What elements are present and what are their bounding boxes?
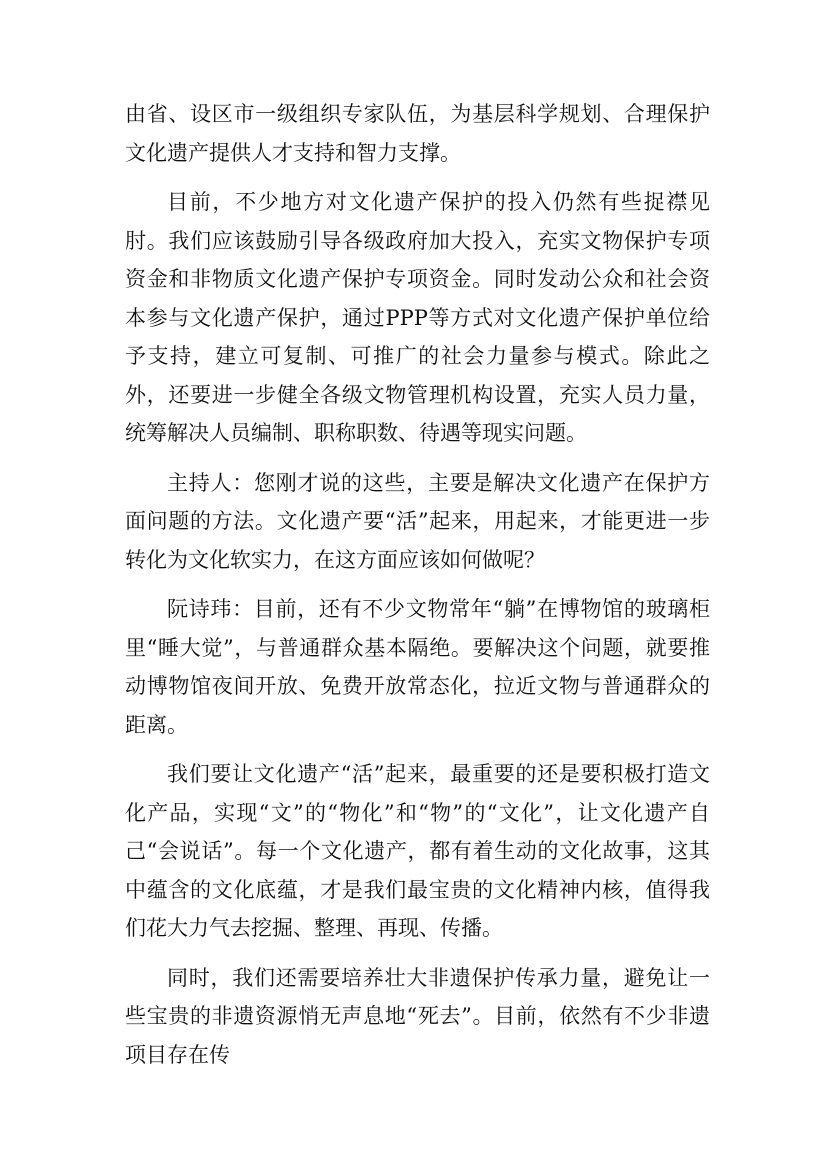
paragraph: 阮诗玮：目前，还有不少文物常年“躺”在博物馆的玻璃柜里“睡大觉”，与普通群众基本隔绝。要解决这个问题，就要推动博物馆夜间开放、免费开放常态化，拉近文物与普通群众的距离。 [125, 597, 710, 737]
paragraph: 同时，我们还需要培养壮大非遗保护传承力量，避免让一些宝贵的非遗资源悄无声息地“死去”。目前，依然有不少非遗项目存在传 [125, 965, 710, 1067]
paragraph: 主持人：您刚才说的这些，主要是解决文化遗产在保护方面问题的方法。文化遗产要“活”起来，用起来，才能更进一步转化为文化软实力，在这方面应该如何做呢？ [125, 470, 710, 572]
paragraph: 目前，不少地方对文化遗产保护的投入仍然有些捉襟见肘。我们应该鼓励引导各级政府加大投入，充实文物保护专项资金和非物质文化遗产保护专项资金。同时发动公众和社会资本参与文化遗产保护，通过PPP等方式对文化遗产保护单位给予支持，建立可复制、可推广的社会力量参与模式。除此之外，还要进一步健全各级文物管理机构设置，充实人员力量，统筹解决人员编制、职称职数、待遇等现实问题。 [125, 190, 710, 445]
paragraph: 我们要让文化遗产“活”起来，最重要的还是要积极打造文化产品，实现“文”的“物化”和“物”的“文化”，让文化遗产自己“会说话”。每一个文化遗产，都有着生动的文化故事，这其中蕴含的文化底蕴，才是我们最宝贵的文化精神内核，值得我们花大力气去挖掘、整理、再现、传播。 [125, 762, 710, 940]
document-page [125, 95, 710, 1085]
paragraph: 由省、设区市一级组织专家队伍，为基层科学规划、合理保护文化遗产提供人才支持和智力支撑。 [125, 102, 710, 165]
